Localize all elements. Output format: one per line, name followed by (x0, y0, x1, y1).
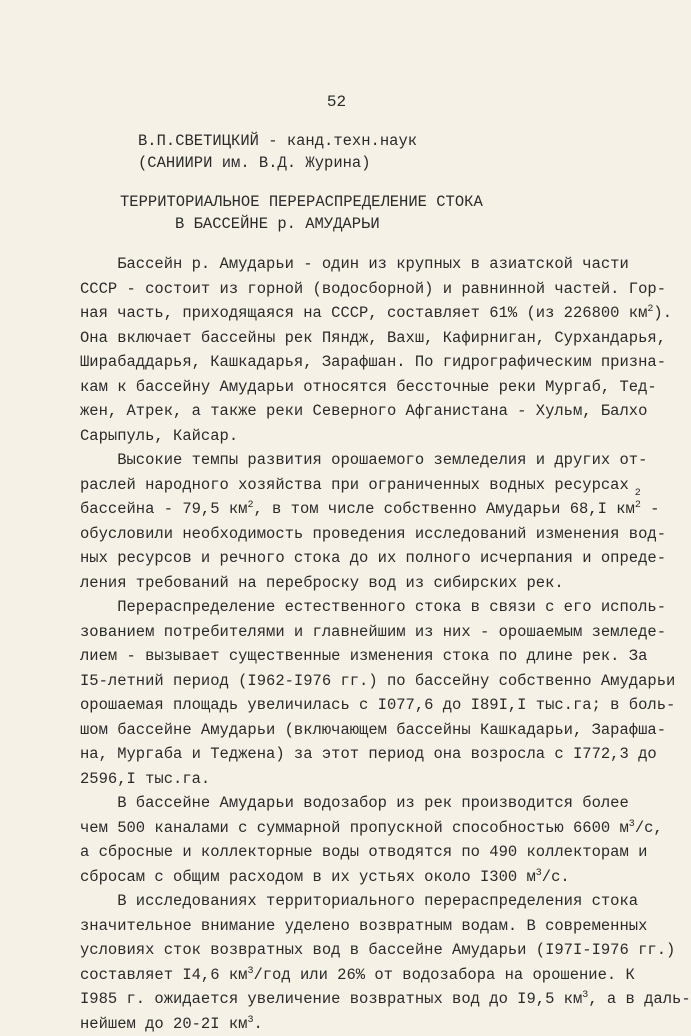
text-segment: I985 г. ожидается увеличение возвратных вод до I9,5 км (80, 990, 582, 1008)
text-segment: раслей народного хозяйства при ограниченных водных ресурсах (80, 476, 629, 494)
text-segment: жен, Атрек, а также реки Северного Афганистана - Хульм, Балхо (80, 402, 647, 420)
text-segment: Высокие темпы развития орошаемого земледелия и других от- (80, 451, 647, 469)
superscript: 2 (247, 500, 253, 511)
superscript: 2 (635, 488, 641, 499)
body-text (80, 252, 640, 1036)
text-segment: значительное внимание уделено возвратным водам. В современных (80, 917, 647, 935)
text-line (80, 840, 640, 865)
text-segment: - (641, 500, 660, 518)
text-segment: сбросам с общим расходом в их устьях около I300 м (80, 868, 536, 886)
text-segment: Перераспределение естественного стока в связи с его исполь- (80, 598, 666, 616)
superscript: 2 (635, 500, 641, 511)
text-segment: В исследованиях территориального перераспределения стока (80, 892, 638, 910)
text-segment: на, Мургаба и Теджена) за этот период она возросла с I772,3 до (80, 745, 657, 763)
text-segment: /год или 26% от водозабора на орошение. К (253, 966, 634, 984)
text-segment: чем 500 каналами с суммарной пропускной способностью 6600 м (80, 819, 629, 837)
text-line (80, 375, 640, 400)
text-segment: составляет I4,6 км (80, 966, 247, 984)
text-segment: обусловили необходимость проведения исследований изменения вод- (80, 525, 666, 543)
text-segment: орошаемая площадь увеличилась с I077,6 до I89I,I тыс.га; в боль- (80, 696, 675, 714)
text-segment: Сарыпуль, Кайсар. (80, 427, 238, 445)
text-line (80, 987, 640, 1012)
text-segment: /с. (542, 868, 570, 886)
text-segment: , а в даль- (588, 990, 690, 1008)
text-line (80, 448, 640, 473)
title-line-1: ТЕРРИТОРИАЛЬНОЕ ПЕРЕРАСПРЕДЕЛЕНИЕ СТОКА (120, 191, 483, 213)
text-segment: ных ресурсов и речного стока до их полного исчерпания и опреде- (80, 549, 666, 567)
text-line (80, 522, 640, 547)
text-line (80, 301, 640, 326)
text-segment: /с, (635, 819, 663, 837)
text-line (80, 399, 640, 424)
text-line (80, 473, 640, 498)
text-segment: 2596,I тыс.га. (80, 770, 210, 788)
superscript: 3 (247, 1015, 253, 1026)
text-line (80, 326, 640, 351)
text-line (80, 350, 640, 375)
text-line (80, 424, 640, 449)
text-segment: ления требований на переброску вод из сибирских рек. (80, 574, 564, 592)
text-line (80, 963, 640, 988)
text-segment: , в том числе собственно Амударьи 68,I км (253, 500, 634, 518)
text-line (80, 693, 640, 718)
superscript: 2 (647, 304, 653, 315)
text-line (80, 865, 640, 890)
text-line (80, 889, 640, 914)
text-segment: лием - вызывает существенные изменения стока по длине рек. За (80, 647, 647, 665)
text-segment: Ширабаддарья, Кашкадарья, Зарафшан. По гидрографическим призна- (80, 353, 666, 371)
text-segment: В бассейне Амударьи водозабор из рек производится более (80, 794, 629, 812)
text-segment: шом бассейне Амударьи (включающем бассейны Кашкадарьи, Зарафша- (80, 721, 666, 739)
superscript: 3 (247, 966, 253, 977)
article-title (120, 191, 483, 235)
text-segment: СССР - состоит из горной (водосборной) и равнинной частей. Гор- (80, 280, 666, 298)
text-line (80, 571, 640, 596)
superscript: 3 (582, 990, 588, 1001)
text-segment: Бассейн р. Амударьи - один из крупных в азиатской части (80, 255, 629, 273)
text-line (80, 816, 640, 841)
text-line (80, 669, 640, 694)
text-segment: ная часть, приходящаяся на СССР, составляет 61% (из 226800 км (80, 304, 647, 322)
text-line (80, 644, 640, 669)
text-segment: условиях сток возвратных вод в бассейне Амударьи (I97I-I976 гг.) (80, 941, 675, 959)
text-line (80, 742, 640, 767)
text-line (80, 938, 640, 963)
text-line (80, 1012, 640, 1036)
text-line (80, 791, 640, 816)
author-name: В.П.СВЕТИЦКИЙ - канд.техн.наук (138, 130, 417, 152)
text-segment: кам к бассейну Амударьи относятся бессточные реки Мургаб, Тед- (80, 378, 657, 396)
text-segment: Она включает бассейны рек Пяндж, Вахш, Кафирниган, Сурхандарья, (80, 329, 666, 347)
text-line (80, 277, 640, 302)
text-line (80, 620, 640, 645)
title-line-2: В БАССЕЙНЕ р. АМУДАРЬИ (120, 213, 483, 235)
author-affiliation: (САНИИРИ им. В.Д. Журина) (138, 152, 417, 174)
text-line (80, 914, 640, 939)
text-segment: а сбросные и коллекторные воды отводятся по 490 коллекторам и (80, 843, 647, 861)
text-line (80, 252, 640, 277)
page-number: 52 (0, 93, 673, 111)
superscript: 3 (629, 819, 635, 830)
text-line (80, 767, 640, 792)
superscript: 3 (536, 868, 542, 879)
text-line (80, 497, 640, 522)
text-segment: I5-летний период (I962-I976 гг.) по бассейну собственно Амударьи (80, 672, 675, 690)
text-line (80, 595, 640, 620)
text-segment: зованием потребителями и главнейшим из них - орошаемым земледе- (80, 623, 666, 641)
text-segment: . (253, 1015, 262, 1033)
text-segment: ). (653, 304, 672, 322)
text-segment: бассейна - 79,5 км (80, 500, 247, 518)
text-line (80, 546, 640, 571)
text-line (80, 718, 640, 743)
author-block (138, 130, 417, 174)
text-segment: нейшем до 20-2I км (80, 1015, 247, 1033)
